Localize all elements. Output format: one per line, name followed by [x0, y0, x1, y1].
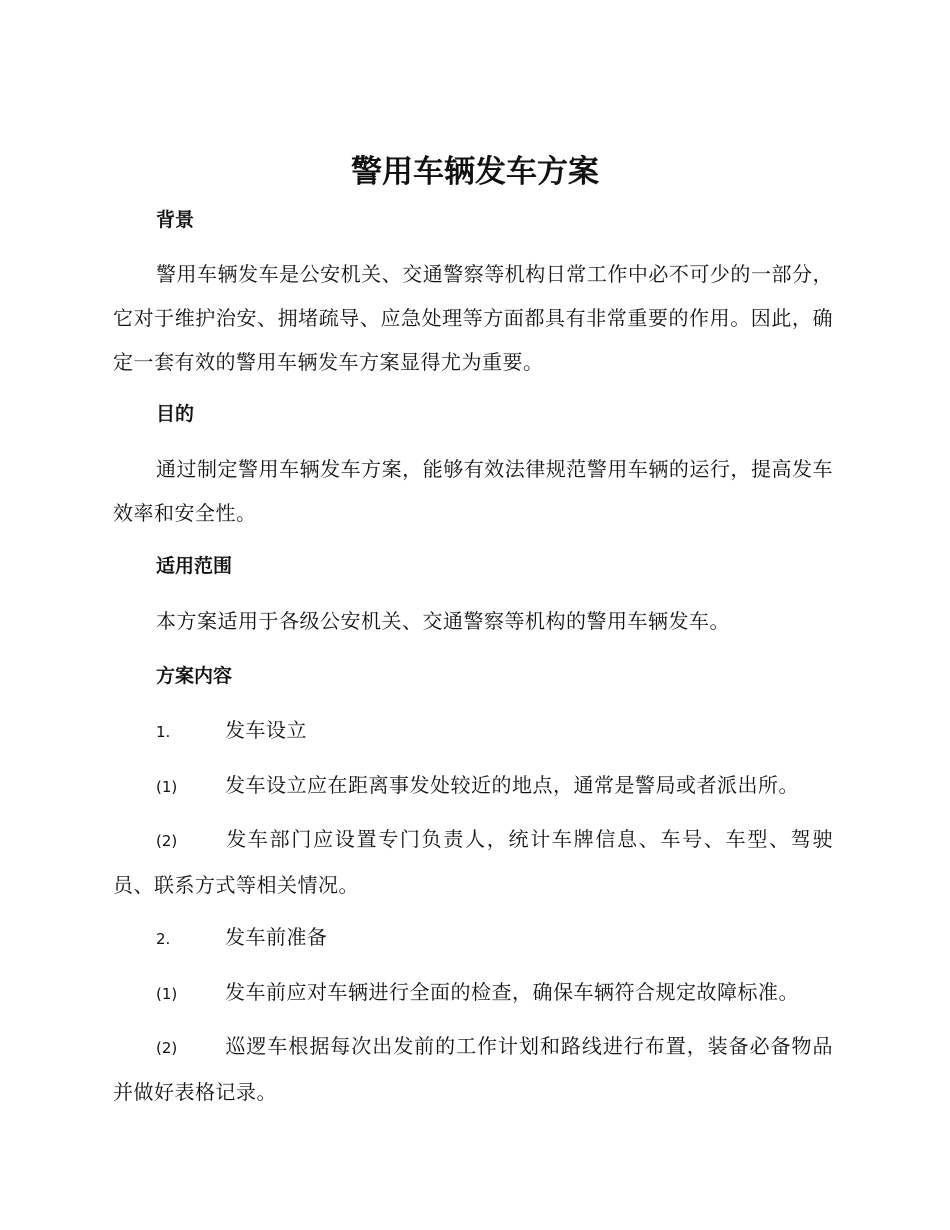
list-marker: 1. [156, 723, 171, 741]
list-item-text: 发车前应对车辆进行全面的检查，确保车辆符合规定故障标准。 [225, 980, 799, 1004]
list-item-2 [113, 915, 833, 961]
list-marker: (2) [156, 1039, 178, 1057]
list-item-1 [113, 708, 833, 754]
heading-scope: 适用范围 [156, 555, 233, 577]
list-item-text: 发车设立应在距离事发处较近的地点，通常是警局或者派出所。 [225, 773, 799, 797]
paragraph-scope: 本方案适用于各级公安机关、交通警察等机构的警用车辆发车。 [156, 609, 730, 633]
list-marker: (2) [156, 832, 178, 850]
list-marker: (1) [156, 778, 178, 796]
paragraph-background: 警用车辆发车是公安机关、交通警察等机构日常工作中必不可少的一部分，它对于维护治安、拥堵疏导、应急处理等方面都具有非常重要的作用。因此，确定一套有效的警用车辆发车方案显得尤为重要。 [113, 262, 833, 374]
list-item-1-sub-2 [113, 817, 833, 907]
heading-content: 方案内容 [156, 665, 233, 687]
list-item-text: 发车设立 [225, 718, 307, 742]
heading-purpose: 目的 [156, 403, 195, 425]
paragraph-purpose: 通过制定警用车辆发车方案，能够有效法律规范警用车辆的运行，提高发车效率和安全性。 [113, 457, 833, 525]
list-item-text: 发车部门应设置专门负责人，统计车牌信息、车号、车型、驾驶员、联系方式等相关情况。 [113, 827, 833, 897]
heading-background: 背景 [156, 209, 195, 231]
list-item-2-sub-1 [113, 970, 833, 1016]
list-item-text: 巡逻车根据每次出发前的工作计划和路线进行布置，装备必备物品并做好表格记录。 [113, 1034, 833, 1104]
list-item-text: 发车前准备 [225, 925, 328, 949]
list-marker: (1) [156, 985, 178, 1003]
list-item-2-sub-2 [113, 1024, 833, 1114]
list-marker: 2. [156, 930, 171, 948]
list-item-1-sub-1 [113, 763, 833, 809]
document-title: 警用车辆发车方案 [351, 154, 599, 190]
